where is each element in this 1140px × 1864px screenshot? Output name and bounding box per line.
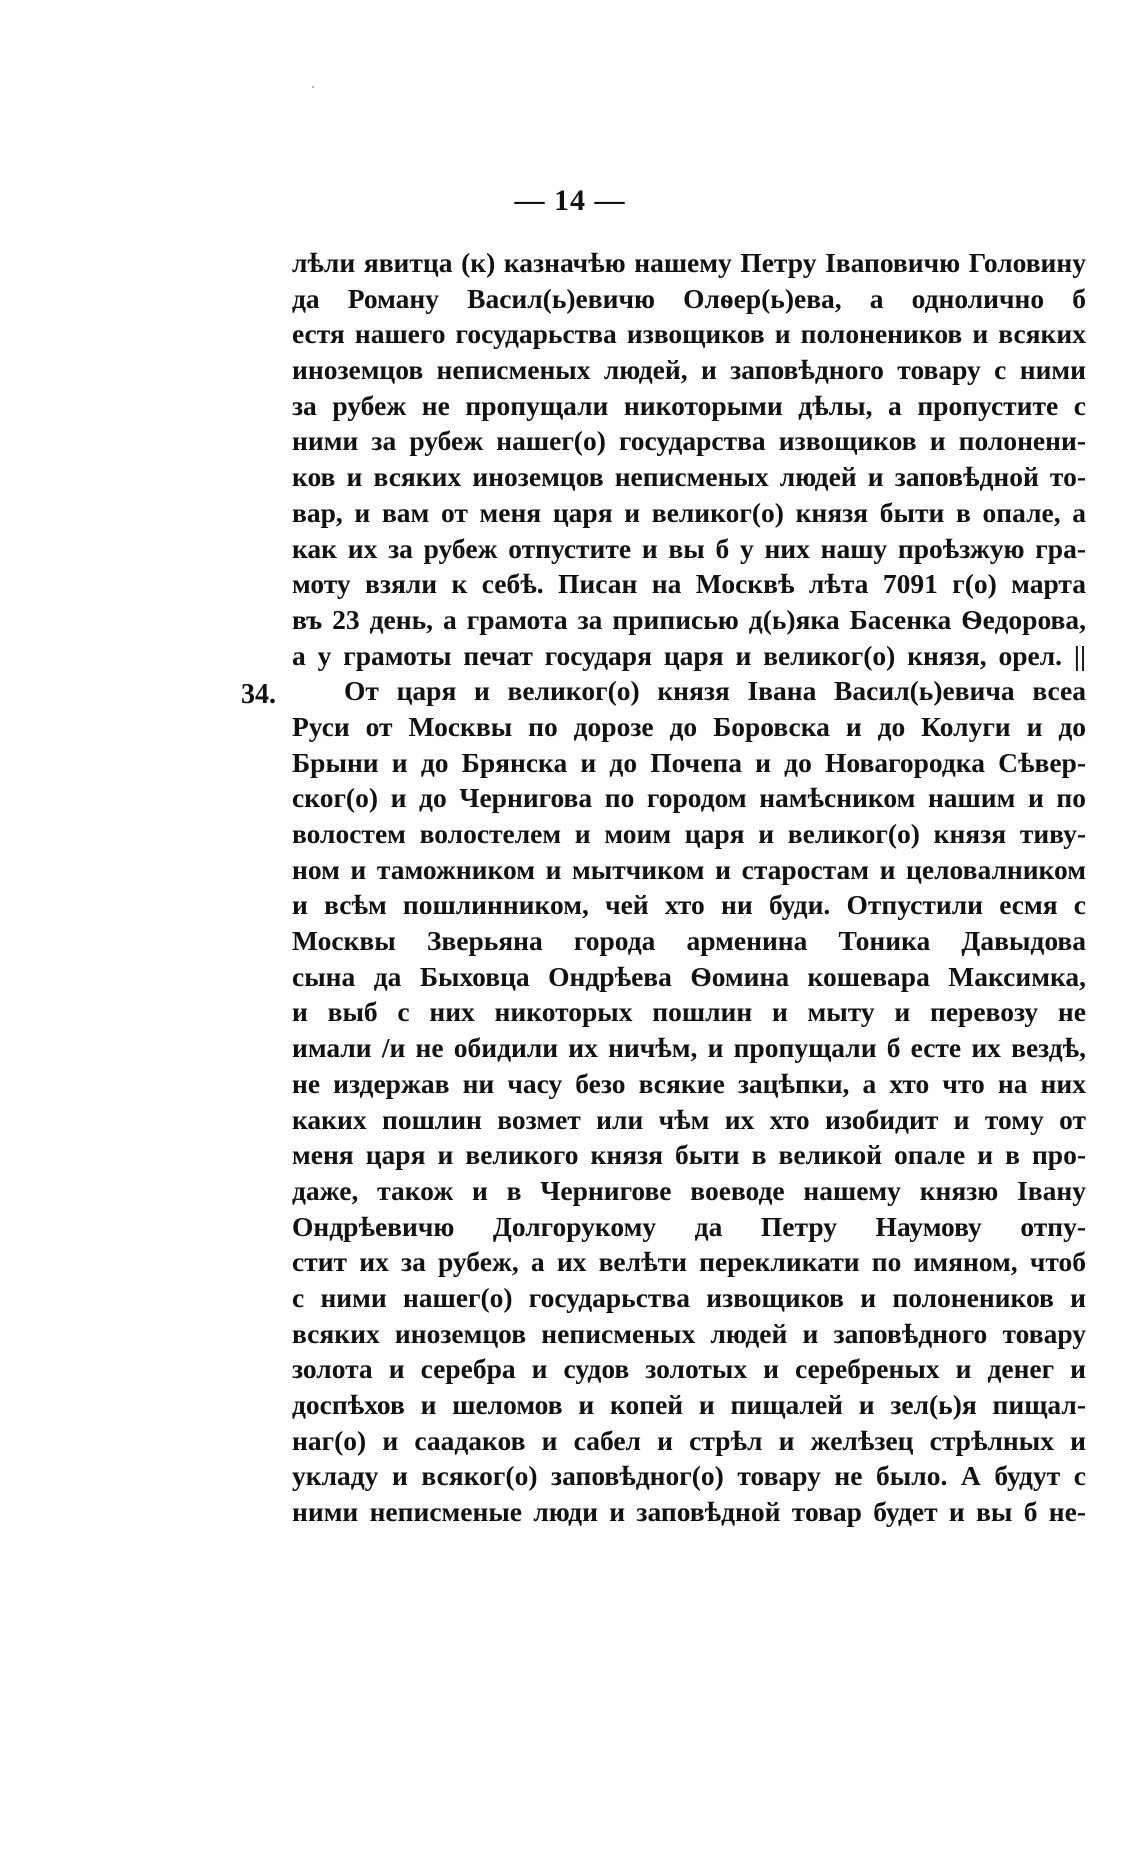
text-line: а у грамоты печат государя царя и великог(о) князя, орел. || xyxy=(292,639,1086,671)
text-line: ном и таможником и мытчиком и старостам и целовалником xyxy=(292,853,1086,885)
text-line: меня царя и великого князя быти в великой опале и в про- xyxy=(292,1139,1086,1171)
text-line: Брыни и до Брянска и до Почепа и до Новагородка Сѣвер- xyxy=(292,746,1086,778)
text-line: ског(о) и до Чернигова по городом намѣсником нашим и по xyxy=(292,782,1086,814)
text-line: и всѣм пошлинником, чей хто ни буди. Отпустили есмя с xyxy=(292,889,1086,921)
text-line: иноземцов неписменых людей, и заповѣдного товару с ними xyxy=(292,354,1086,386)
document-number: 34. xyxy=(241,679,276,710)
text-line: каких пошлин возмет или чѣм их хто изобидит и тому от xyxy=(292,1103,1086,1135)
text-line: не издержав ни часу безо всякие зацѣпки, а хто что на них xyxy=(292,1067,1086,1099)
text-line: Москвы Зверьяна города арменина Тоника Давыдова xyxy=(292,925,1086,957)
text-line: стит их за рубеж, а их велѣти перекликати по имяном, чтоб xyxy=(292,1246,1086,1278)
text-line: ними за рубеж нашег(о) государства извощиков и полонени- xyxy=(292,425,1086,457)
text-line: как их за рубеж отпустите и вы б у них нашу проѣзжую гра- xyxy=(292,532,1086,564)
text-line: Руси от Москвы по дорозе до Боровска и до Колуги и до xyxy=(292,710,1086,742)
text-line: въ 23 день, а грамота за приписью д(ь)яка Басенка Ѳедорова, xyxy=(292,603,1086,635)
text-line: да Роману Васил(ь)евичю Олѳер(ь)ева, а однолично б xyxy=(292,282,1086,314)
scan-speck xyxy=(312,86,314,88)
text-line: золота и серебра и судов золотых и серебреных и денег и xyxy=(292,1353,1086,1385)
body-text xyxy=(292,245,1086,1530)
text-line: волостем волостелем и моим царя и великог(о) князя тиву- xyxy=(292,818,1086,849)
text-line: естя нашего государьства извощиков и полонеников и всяких xyxy=(292,318,1086,350)
text-line: моту взяли к себѣ. Писан на Москвѣ лѣта 7091 г(о) марта xyxy=(292,568,1086,600)
text-line: даже, також и в Чернигове воеводе нашему князю Івану xyxy=(292,1174,1086,1206)
text-line: ков и всяких иноземцов неписменых людей и заповѣдной то- xyxy=(292,461,1086,493)
text-line: доспѣхов и шеломов и копей и пищалей и зел(ь)я пищал- xyxy=(292,1389,1086,1420)
text-line: за рубеж не пропущали никоторыми дѣлы, а пропустите с xyxy=(292,389,1086,421)
text-line: лѣли явитца (к) казначѣю нашему Петру Іваповичю Головину xyxy=(292,247,1086,278)
text-line: сына да Быховца Ондрѣева Ѳомина кошевара Максимка, xyxy=(292,960,1086,992)
text-line: имали /и не обидили их ничѣм, и пропущали б есте их вездѣ, xyxy=(292,1032,1086,1064)
text-line: всяких иноземцов неписменых людей и заповѣдного товару xyxy=(292,1317,1086,1349)
text-line: укладу и всяког(о) заповѣдног(о) товару не было. А будут с xyxy=(292,1460,1086,1492)
text-line: вар, и вам от меня царя и великог(о) князя быти в опале, а xyxy=(292,496,1086,528)
text-line: наг(о) и саадаков и сабел и стрѣл и желѣзец стрѣлных и xyxy=(292,1424,1086,1456)
text-line: с ними нашег(о) государьства извощиков и полонеников и xyxy=(292,1281,1086,1313)
text-line: От царя и великог(о) князя Івана Васил(ь)евича всеа xyxy=(344,675,1086,707)
text-line: и выб с них никоторых пошлин и мыту и перевозу не xyxy=(292,996,1086,1028)
text-line: Ондрѣевичю Долгорукому да Петру Наумову отпу- xyxy=(292,1210,1086,1242)
text-line: ними неписменые люди и заповѣдной товар будет и вы б не- xyxy=(292,1496,1086,1528)
page-number: — 14 — xyxy=(514,184,626,217)
